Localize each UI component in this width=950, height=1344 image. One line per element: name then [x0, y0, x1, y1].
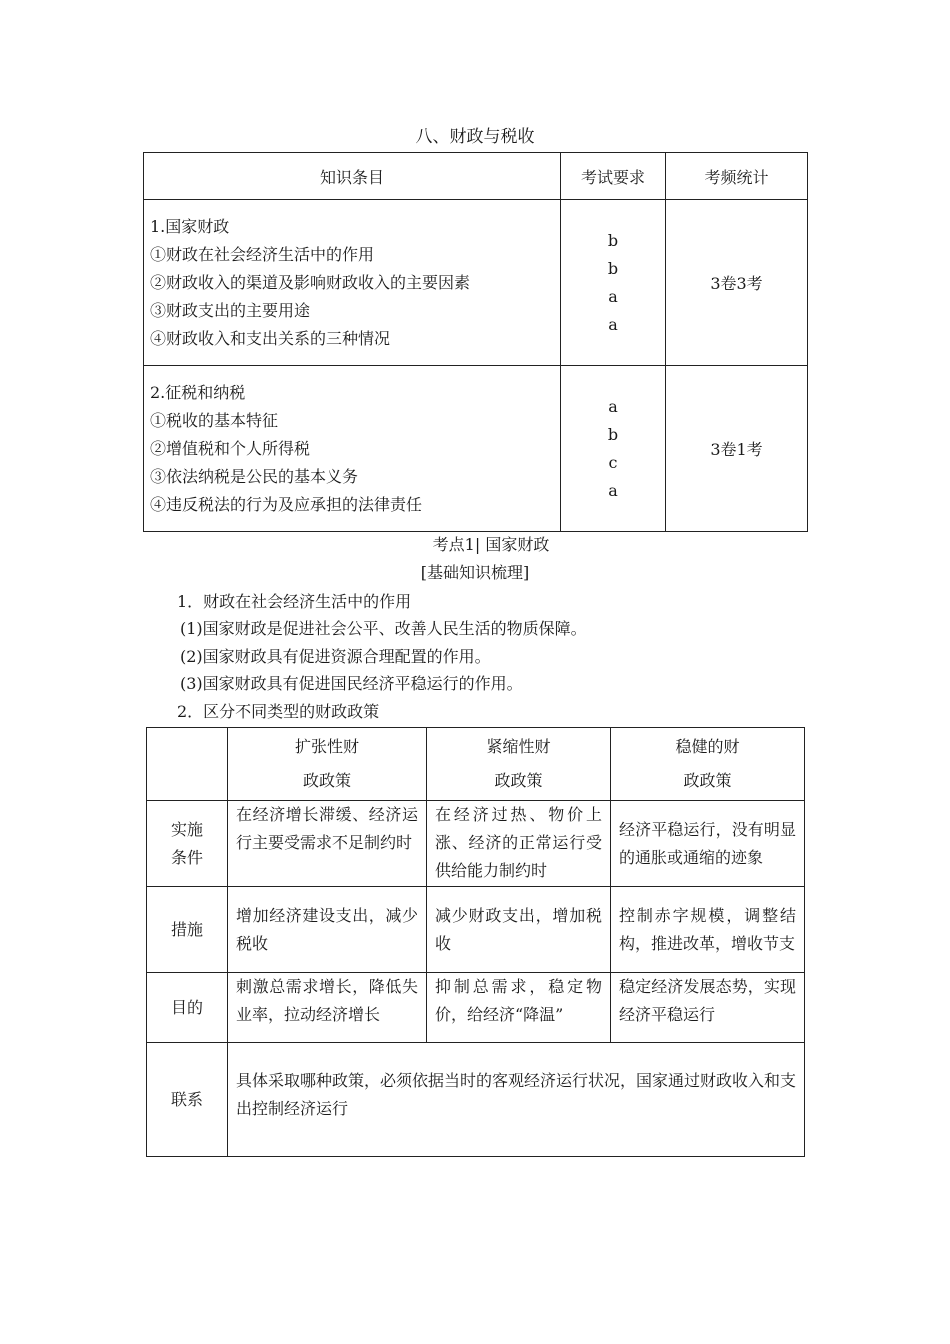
table-row: [147, 1043, 805, 1157]
header-line: 紧缩性财: [486, 737, 551, 756]
frequency-cell: 3卷3考: [666, 200, 808, 366]
header-line: 稳健的财: [675, 737, 740, 756]
knowledge-items-cell: [144, 200, 561, 366]
table-row: [144, 200, 808, 366]
section-title: 考点1| 国家财政: [432, 535, 550, 554]
page-title: 八、财政与税收: [415, 127, 535, 147]
row-label-line: 实施: [170, 819, 203, 839]
requirement-cell: [561, 366, 666, 532]
knowledge-topic: 1.国家财政: [150, 216, 230, 236]
table-cell: 经济平稳运行，没有明显的通胀或通缩的迹象: [611, 801, 805, 887]
row-header-purpose: 目的: [147, 973, 228, 1043]
knowledge-point: ①财政在社会经济生活中的作用: [150, 244, 375, 264]
requirement-level: c: [608, 452, 618, 472]
paragraph: (2)国家财政具有促进资源合理配置的作用。: [180, 647, 491, 666]
row-header-conditions: [147, 801, 228, 887]
table-row: [147, 973, 805, 1043]
point-heading: 1．财政在社会经济生活中的作用: [177, 592, 412, 611]
row-header-measures: 措施: [147, 887, 228, 973]
requirement-level: b: [607, 258, 619, 278]
row-label-line: 条件: [170, 847, 203, 867]
knowledge-point: ③依法纳税是公民的基本义务: [150, 466, 359, 486]
table-cell: 稳定经济发展态势，实现经济平稳运行: [611, 973, 805, 1043]
requirement-level: b: [607, 424, 619, 444]
header-prudent-policy: [611, 728, 805, 801]
table-cell: 抑制总需求，稳定物价，给经济“降温”: [427, 973, 611, 1043]
requirement-level: b: [607, 230, 619, 250]
knowledge-items-cell: [144, 366, 561, 532]
knowledge-point: ②财政收入的渠道及影响财政收入的主要因素: [150, 272, 471, 292]
header-line: 政政策: [302, 771, 351, 790]
knowledge-point: ③财政支出的主要用途: [150, 300, 311, 320]
point-heading: 2．区分不同类型的财政政策: [177, 702, 380, 721]
table-cell: 刺激总需求增长，降低失业率，拉动经济增长: [228, 973, 427, 1043]
table-row: [147, 801, 805, 887]
table-header-row: [144, 153, 808, 200]
knowledge-point: ④违反税法的行为及应承担的法律责任: [150, 494, 423, 514]
header-knowledge-item: 知识条目: [144, 153, 561, 200]
section-subtitle: [基础知识梳理]: [420, 563, 530, 582]
knowledge-point: ②增值税和个人所得税: [150, 438, 311, 458]
table-header-row: [147, 728, 805, 801]
requirement-level: a: [608, 314, 618, 334]
relation-cell: 具体采取哪种政策，必须依据当时的客观经济运行状况，国家通过财政收入和支出控制经济运行: [228, 1043, 805, 1157]
table-cell: 在经济增长滞缓、经济运行主要受需求不足制约时: [228, 801, 427, 887]
knowledge-table: [143, 152, 808, 532]
table-row: [147, 887, 805, 973]
knowledge-point: ①税收的基本特征: [150, 410, 279, 430]
frequency-cell: 3卷1考: [666, 366, 808, 532]
header-line: 政政策: [494, 771, 543, 790]
requirement-level: a: [608, 396, 618, 416]
paragraph: (1)国家财政是促进社会公平、改善人民生活的物质保障。: [180, 619, 587, 638]
table-row: [144, 366, 808, 532]
knowledge-point: ④财政收入和支出关系的三种情况: [150, 328, 391, 348]
header-expansionary-policy: [228, 728, 427, 801]
requirement-cell: [561, 200, 666, 366]
knowledge-topic: 2.征税和纳税: [150, 382, 246, 402]
header-line: 扩张性财: [294, 737, 359, 756]
header-exam-requirement: 考试要求: [561, 153, 666, 200]
fiscal-policy-table: [146, 727, 805, 1157]
requirement-level: a: [608, 286, 618, 306]
requirement-level: a: [608, 480, 618, 500]
table-cell: 控制赤字规模，调整结构，推进改革，增收节支: [611, 887, 805, 973]
paragraph: (3)国家财政具有促进国民经济平稳运行的作用。: [180, 674, 523, 693]
header-contractionary-policy: [427, 728, 611, 801]
header-empty: [147, 728, 228, 801]
header-exam-frequency: 考频统计: [666, 153, 808, 200]
header-line: 政政策: [683, 771, 732, 790]
row-header-relation: 联系: [147, 1043, 228, 1157]
table-cell: 减少财政支出，增加税收: [427, 887, 611, 973]
table-cell: 增加经济建设支出，减少税收: [228, 887, 427, 973]
table-cell: 在经济过热、物价上涨、经济的正常运行受供给能力制约时: [427, 801, 611, 887]
